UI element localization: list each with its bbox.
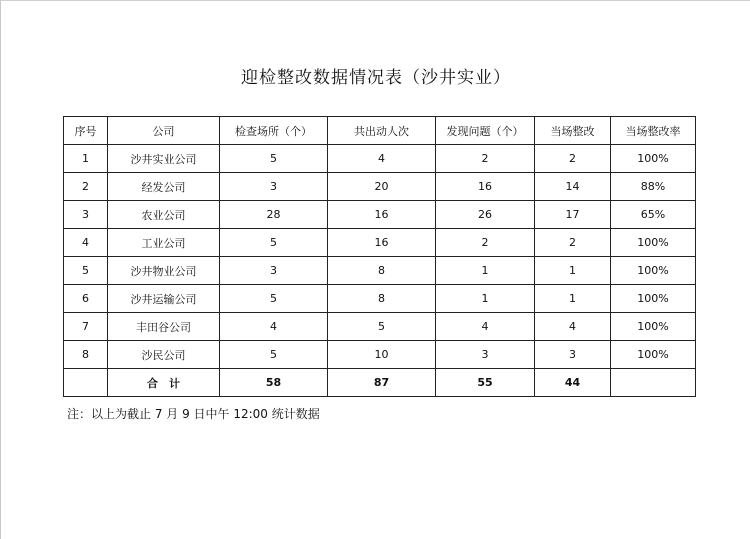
cell-fixed: 2 bbox=[535, 229, 611, 257]
cell-people: 5 bbox=[328, 313, 436, 341]
data-table bbox=[63, 116, 696, 397]
total-fixed: 44 bbox=[535, 369, 611, 397]
cell-sites: 28 bbox=[220, 201, 328, 229]
cell-index: 2 bbox=[64, 173, 108, 201]
total-people: 87 bbox=[328, 369, 436, 397]
cell-rate: 100% bbox=[611, 257, 696, 285]
cell-issues: 1 bbox=[436, 285, 535, 313]
table-row bbox=[64, 341, 696, 369]
cell-issues: 1 bbox=[436, 257, 535, 285]
cell-sites: 5 bbox=[220, 229, 328, 257]
cell-company: 工业公司 bbox=[108, 229, 220, 257]
cell-people: 16 bbox=[328, 229, 436, 257]
cell-sites: 4 bbox=[220, 313, 328, 341]
header-people: 共出动人次 bbox=[328, 117, 436, 145]
cell-issues: 2 bbox=[436, 229, 535, 257]
cell-company: 农业公司 bbox=[108, 201, 220, 229]
cell-fixed: 1 bbox=[535, 285, 611, 313]
cell-people: 16 bbox=[328, 201, 436, 229]
cell-rate: 88% bbox=[611, 173, 696, 201]
cell-rate: 100% bbox=[611, 285, 696, 313]
cell-fixed: 14 bbox=[535, 173, 611, 201]
cell-issues: 26 bbox=[436, 201, 535, 229]
header-rate: 当场整改率 bbox=[611, 117, 696, 145]
cell-fixed: 2 bbox=[535, 145, 611, 173]
page-title: 迎检整改数据情况表（沙井实业） bbox=[241, 68, 511, 88]
total-sites: 58 bbox=[220, 369, 328, 397]
total-label: 合 计 bbox=[108, 369, 220, 397]
table-row bbox=[64, 145, 696, 173]
table-row bbox=[64, 229, 696, 257]
header-company: 公司 bbox=[108, 117, 220, 145]
cell-issues: 4 bbox=[436, 313, 535, 341]
cell-people: 20 bbox=[328, 173, 436, 201]
cell-index: 7 bbox=[64, 313, 108, 341]
cell-index: 3 bbox=[64, 201, 108, 229]
cell-fixed: 17 bbox=[535, 201, 611, 229]
cell-fixed: 3 bbox=[535, 341, 611, 369]
cell-sites: 5 bbox=[220, 145, 328, 173]
cell-people: 8 bbox=[328, 257, 436, 285]
cell-issues: 3 bbox=[436, 341, 535, 369]
header-issues: 发现问题（个） bbox=[436, 117, 535, 145]
footnote: 注：以上为截止 7 月 9 日中午 12:00 统计数据 bbox=[67, 407, 320, 421]
cell-sites: 3 bbox=[220, 257, 328, 285]
cell-rate: 65% bbox=[611, 201, 696, 229]
cell-index: 5 bbox=[64, 257, 108, 285]
cell-people: 8 bbox=[328, 285, 436, 313]
cell-index: 6 bbox=[64, 285, 108, 313]
cell-company: 沙井运输公司 bbox=[108, 285, 220, 313]
cell-index: 8 bbox=[64, 341, 108, 369]
cell-issues: 16 bbox=[436, 173, 535, 201]
cell-rate: 100% bbox=[611, 145, 696, 173]
total-rate bbox=[611, 369, 696, 397]
cell-index-empty bbox=[64, 369, 108, 397]
table-row bbox=[64, 173, 696, 201]
cell-rate: 100% bbox=[611, 341, 696, 369]
cell-issues: 2 bbox=[436, 145, 535, 173]
cell-index: 4 bbox=[64, 229, 108, 257]
cell-rate: 100% bbox=[611, 313, 696, 341]
cell-company: 沙井实业公司 bbox=[108, 145, 220, 173]
table-row bbox=[64, 201, 696, 229]
cell-company: 沙井物业公司 bbox=[108, 257, 220, 285]
cell-fixed: 1 bbox=[535, 257, 611, 285]
header-fixed: 当场整改 bbox=[535, 117, 611, 145]
cell-index: 1 bbox=[64, 145, 108, 173]
table-row bbox=[64, 257, 696, 285]
cell-people: 4 bbox=[328, 145, 436, 173]
table-row bbox=[64, 313, 696, 341]
cell-rate: 100% bbox=[611, 229, 696, 257]
cell-people: 10 bbox=[328, 341, 436, 369]
table-total-row bbox=[64, 369, 696, 397]
total-issues: 55 bbox=[436, 369, 535, 397]
cell-sites: 5 bbox=[220, 285, 328, 313]
cell-sites: 3 bbox=[220, 173, 328, 201]
cell-company: 经发公司 bbox=[108, 173, 220, 201]
cell-fixed: 4 bbox=[535, 313, 611, 341]
table-header-row bbox=[64, 117, 696, 145]
cell-company: 丰田谷公司 bbox=[108, 313, 220, 341]
header-sites: 检查场所（个） bbox=[220, 117, 328, 145]
header-index: 序号 bbox=[64, 117, 108, 145]
cell-company: 沙民公司 bbox=[108, 341, 220, 369]
table-row bbox=[64, 285, 696, 313]
cell-sites: 5 bbox=[220, 341, 328, 369]
